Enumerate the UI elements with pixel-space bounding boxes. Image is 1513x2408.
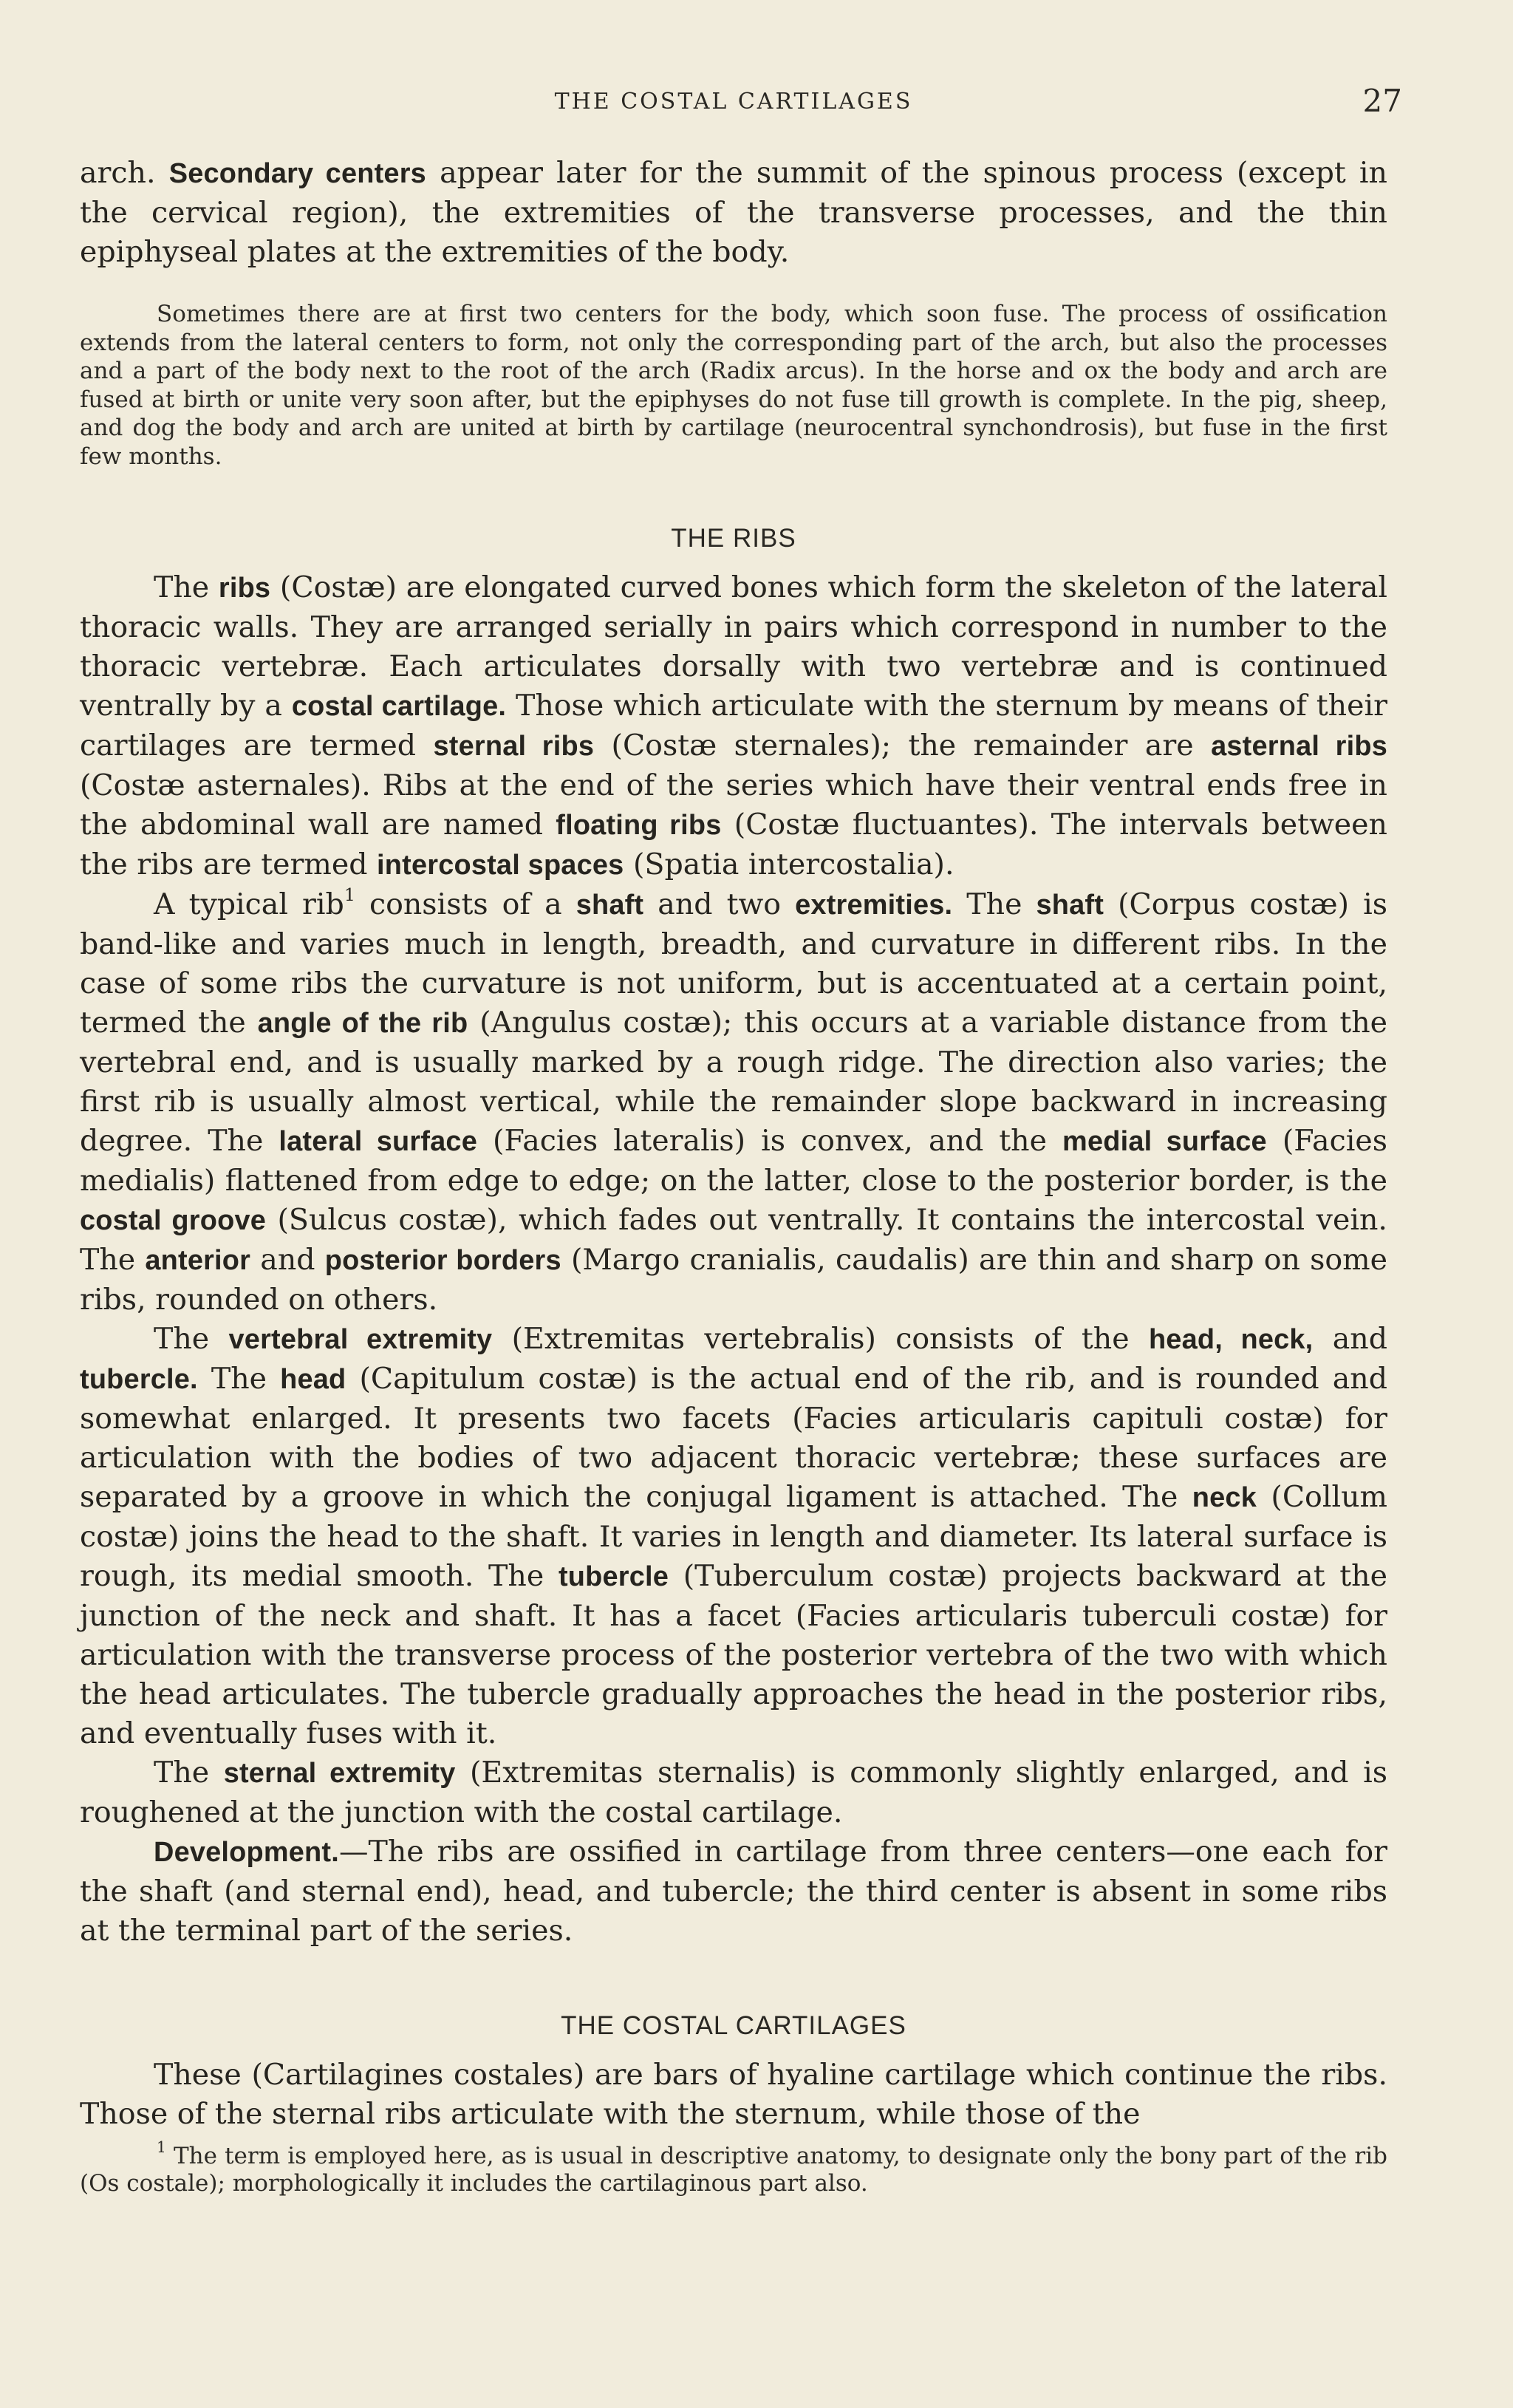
text-run: (Margo cranialis, caudalis) are thin and sharp on some ribs, rounded on others. <box>80 1243 1387 1317</box>
text-run: Sometimes there are at first two centers for the body, which soon fuse. The process of ossification extends from the lateral centers to form, not only the corresponding part of the arch, but also the processes and a part of the body next to the root of the arch (Radix arcus). In the horse and ox the body and arch are fused at birth or unite very soon after, but the epiphyses do not fuse till growth is complete. In the pig, sheep, and dog the body and arch are united at birth by cartilage (neurocentral synchondrosis), but fuse in the first few months. <box>80 301 1387 470</box>
bold-term: angle of the rib <box>257 1008 468 1039</box>
text-run: and <box>1313 1322 1388 1356</box>
bold-term: shaft <box>1036 890 1104 921</box>
text-run: (Facies medialis) flattened from edge to edge; on the latter, close to the posterior border, is the <box>80 1124 1387 1198</box>
text-run: (Collum costæ) joins the head to the shaft. It varies in length and diameter. Its lateral surface is rough, its medial smooth. The <box>80 1480 1387 1593</box>
running-head <box>80 83 1402 127</box>
text-run: (Sulcus costæ), which fades out ventrally. It contains the intercostal vein. The <box>80 1203 1387 1277</box>
text-run: (Costæ asternales). Ribs at the end of the series which have their ventral ends free in the abdominal wall are named <box>80 768 1387 842</box>
text-run: The <box>154 570 219 604</box>
bold-term: Secondary centers <box>168 158 426 189</box>
text-run: These (Cartilagines costales) are bars of hyaline cartilage which continue the ribs. Those of the sternal ribs articulate with the sternum, while those of the <box>80 2058 1387 2131</box>
bold-term: head <box>280 1364 346 1395</box>
bold-term: sternal ribs <box>433 731 595 762</box>
text-run: —The ribs are ossified in cartilage from three centers—one each for the shaft (and sternal end), head, and tubercle; the third center is absent in some ribs at the terminal part of the series. <box>80 1835 1387 1948</box>
text-run: appear later for the summit of the spinous process (except in the cervical region), the extremities of the transverse processes, and the thin epiphyseal plates at the extremities of the body. <box>80 156 1387 269</box>
text-run: (Costæ sternales); the remainder are <box>594 729 1212 763</box>
paragraph-ossification-continued <box>80 154 1387 272</box>
text-run: (Costæ fluctuantes). The intervals between the ribs are termed <box>80 808 1387 881</box>
paragraph-development <box>80 1832 1387 1951</box>
text-run: arch. <box>80 156 169 190</box>
bold-term: extremities. <box>795 890 953 921</box>
text-run: (Extremitas vertebralis) consists of the <box>492 1322 1149 1356</box>
bold-term: shaft <box>576 890 644 921</box>
bold-term: intercostal spaces <box>377 850 624 881</box>
text-run: (Facies lateralis) is convex, and the <box>477 1124 1063 1158</box>
bold-term: posterior borders <box>324 1245 561 1276</box>
text-run: A typical rib <box>154 887 344 921</box>
bold-term: Development. <box>154 1837 339 1868</box>
bold-term: sternal extremity <box>223 1758 456 1789</box>
text-run: The <box>154 1756 224 1790</box>
text-run: Those which articulate with the sternum by means of their cartilages are termed <box>80 689 1387 763</box>
text-run: The <box>197 1362 281 1396</box>
running-head-title: THE COSTAL CARTILAGES <box>554 89 913 115</box>
bold-term: floating ribs <box>556 810 722 841</box>
bold-term: medial surface <box>1062 1126 1267 1157</box>
text-run: consists of a <box>355 887 576 921</box>
text-run: (Tuberculum costæ) projects backward at the junction of the neck and shaft. It has a facet (Facies articularis tuberculi costæ) for articulation with the transverse process of the posterior vertebra of the two with which the head articulates. The tubercle gradually approaches the head in the posterior ribs, and eventually fuses with it. <box>80 1559 1387 1750</box>
paragraph-vertebral-extremity <box>80 1320 1387 1753</box>
small-print-note <box>80 300 1387 471</box>
paragraph-ribs-intro <box>80 568 1387 885</box>
section-heading-ribs: THE RIBS <box>671 524 796 553</box>
text-run: The term is employed here, as is usual in descriptive anatomy, to designate only the bony part of the rib (Os costale); morphologically it includes the cartilaginous part also. <box>80 2143 1387 2197</box>
bold-term: tubercle <box>558 1561 669 1592</box>
paragraph-costal-cartilages <box>80 2056 1387 2134</box>
section-heading-costal-cartilages: THE COSTAL CARTILAGES <box>561 2011 906 2040</box>
bold-term: head, neck, <box>1148 1324 1314 1355</box>
bold-term: asternal ribs <box>1211 731 1387 762</box>
bold-term: costal groove <box>80 1205 267 1236</box>
text-run: (Spatia intercostalia). <box>624 847 954 881</box>
text-run: (Corpus costæ) is band-like and varies much in length, breadth, and curvature in different ribs. In the case of some ribs the curvature is not uniform, but is accentuated at a certain point, termed the <box>80 887 1387 1040</box>
page-number: 27 <box>1362 83 1402 119</box>
text-run: (Capitulum costæ) is the actual end of the rib, and is rounded and somewhat enlarged. It presents two facets (Facies articularis capituli costæ) for articulation with the bodies of two adjacent thoracic vertebræ; these surfaces are separated by a groove in which the conjugal ligament is attached. The <box>80 1362 1387 1514</box>
bold-term: tubercle. <box>80 1364 198 1395</box>
paragraph-sternal-extremity <box>80 1753 1387 1832</box>
text-run: and <box>250 1243 325 1277</box>
text-run: The <box>952 887 1036 921</box>
text-run: and two <box>643 887 796 921</box>
text-run: (Angulus costæ); this occurs at a variable distance from the vertebral end, and is usually marked by a rough ridge. The direction also varies; the first rib is usually almost vertical, while the remainder slope backward in increasing degree. The <box>80 1006 1388 1158</box>
paragraph-typical-rib <box>80 885 1387 1320</box>
bold-term: vertebral extremity <box>228 1324 493 1355</box>
bold-term: lateral surface <box>279 1126 477 1157</box>
bold-term: neck <box>1192 1482 1257 1513</box>
footnote-marker: 1 <box>157 2138 166 2156</box>
footnote <box>80 2138 1387 2197</box>
text-run: (Extremitas sternalis) is commonly slightly enlarged, and is roughened at the junction with the costal cartilage. <box>80 1756 1387 1829</box>
text-run: (Costæ) are elongated curved bones which form the skeleton of the lateral thoracic walls. They are arranged serially in pairs which correspond in number to the thoracic vertebræ. Each articulates dorsally with two vertebræ and is continued ventrally by a <box>80 570 1387 723</box>
text-run: The <box>154 1322 229 1356</box>
bold-term: anterior <box>145 1245 251 1276</box>
bold-term: ribs <box>218 573 271 604</box>
bold-term: costal cartilage. <box>291 691 507 722</box>
footnote-marker: 1 <box>344 884 355 906</box>
